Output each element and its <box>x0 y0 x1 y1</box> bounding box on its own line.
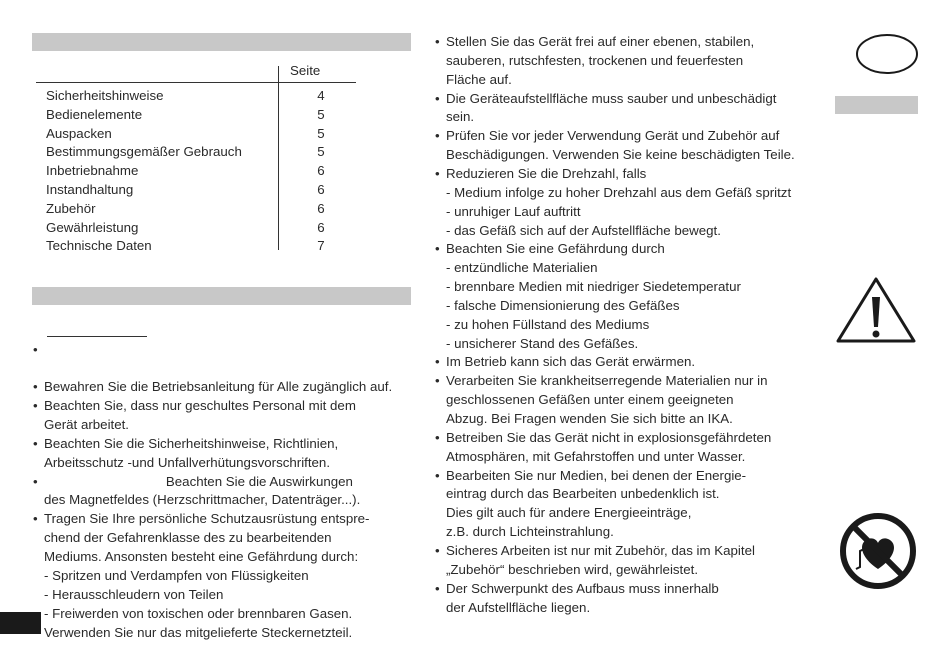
line-text: Beachten Sie die Sicherheitshinweise, Richtlinien, <box>44 435 339 451</box>
warning-triangle-icon <box>834 275 918 350</box>
line-text: Beachten Sie, dass nur geschultes Personal mit dem <box>44 397 356 413</box>
toc-row <box>46 199 356 218</box>
bullet: • <box>435 373 440 389</box>
toc-row-page: 5 <box>317 125 325 141</box>
line-text: Verwenden Sie nur das mitgelieferte Steckernetzteil. <box>44 624 353 640</box>
line-text: Im Betrieb kann sich das Gerät erwärmen. <box>446 354 696 370</box>
line-text: - unruhiger Lauf auftritt <box>446 203 581 219</box>
toc-row-page: 6 <box>317 182 325 197</box>
table-of-contents <box>46 60 376 260</box>
line-text: - Herausschleudern von Teilen <box>44 586 224 602</box>
line-text: - brennbare Medien mit niedriger Siedetemperatur <box>446 279 741 295</box>
bullet: • <box>33 379 38 394</box>
bullet: • <box>435 34 440 49</box>
bullet: • <box>435 90 440 106</box>
toc-row <box>46 86 356 105</box>
line-text: - falsche Dimensionierung des Gefäßes <box>446 297 680 313</box>
line-text: Sicheres Arbeiten ist nur mit Zubehör, das im Kapitel <box>446 542 755 558</box>
line-text: - Spritzen und Verdampfen von Flüssigkeiten <box>44 568 309 583</box>
lone-bullet: • <box>33 342 38 357</box>
line-text: sauberen, rutschfesten, trockenen und feuerfesten <box>446 52 744 68</box>
line-text: „Zubehör“ beschrieben wird, gewährleistet. <box>446 561 699 577</box>
line-text: Bewahren Sie die Betriebsanleitung für Alle zugänglich auf. <box>44 379 393 394</box>
line-text: Mediums. Ansonsten besteht eine Gefährdung durch: <box>44 549 359 565</box>
line-text: - unsicherer Stand des Gefäßes. <box>446 335 639 351</box>
line-text: Reduzieren Sie die Drehzahl, falls <box>446 165 647 181</box>
line-text: Verarbeiten Sie krankheitserregende Materialien nur in <box>446 373 768 389</box>
toc-row-page: 6 <box>317 200 325 216</box>
left-column-safety-text <box>33 378 418 643</box>
toc-row-page: 7 <box>317 238 325 254</box>
line-text: Abzug. Bei Fragen wenden Sie sich bitte an IKA. <box>446 411 733 426</box>
line-text: der Aufstellfläche liegen. <box>446 599 591 615</box>
toc-row-label: Zubehör <box>46 200 96 216</box>
toc-row-label: Bestimmungsgemäßer Gebrauch <box>46 144 242 160</box>
section-header-bar-safety <box>32 287 411 305</box>
language-badge-icon <box>855 33 919 80</box>
bullet: • <box>33 397 38 413</box>
bullet: • <box>33 473 38 489</box>
line-text: - Freiwerden von toxischen oder brennbaren Gasen. <box>44 605 353 621</box>
toc-row <box>46 161 356 180</box>
bullet: • <box>33 511 38 527</box>
line-text: Beschädigungen. Verwenden Sie keine beschädigten Teile. <box>446 147 795 163</box>
bullet: • <box>33 435 38 451</box>
toc-row-label: Inbetriebnahme <box>46 163 139 179</box>
line-text: Die Geräteaufstellfläche muss sauber und unbeschädigt <box>446 90 777 106</box>
margin-grey-bar <box>835 96 918 114</box>
toc-row <box>46 105 356 124</box>
line-text: - entzündliche Materialien <box>446 260 598 276</box>
line-text: Atmosphären, mit Gefahrstoffen und unter Wasser. <box>446 448 746 464</box>
line-text: Beachten Sie die Auswirkungen <box>44 473 353 489</box>
line-text: geschlossenen Gefäßen unter einem geeigneten <box>446 392 734 408</box>
line-text: Gerät arbeitet. <box>44 416 129 432</box>
toc-row-label: Gewährleistung <box>46 219 139 235</box>
toc-row <box>46 124 356 143</box>
toc-page-column-header: Seite <box>290 63 321 78</box>
toc-row-page: 5 <box>317 106 325 122</box>
bullet: • <box>435 165 440 181</box>
toc-row-page: 6 <box>317 163 325 179</box>
line-text: Fläche auf. <box>446 71 512 87</box>
toc-row-page: 6 <box>317 219 325 235</box>
line-text: z.B. durch Lichteinstrahlung. <box>446 524 614 540</box>
toc-row <box>46 236 356 255</box>
bullet: • <box>435 354 440 370</box>
toc-row-page: 4 <box>317 88 325 103</box>
line-text: - das Gefäß sich auf der Aufstellfläche bewegt. <box>446 222 721 238</box>
line-text: Der Schwerpunkt des Aufbaus muss innerhalb <box>446 580 719 596</box>
line-text: Prüfen Sie vor jeder Verwendung Gerät und Zubehör auf <box>446 128 780 144</box>
page-tab-marker <box>0 612 41 634</box>
bullet: • <box>435 241 440 257</box>
line-text: - zu hohen Füllstand des Mediums <box>446 316 650 332</box>
bullet: • <box>435 467 440 483</box>
toc-row-page: 5 <box>317 144 325 160</box>
line-text: Bearbeiten Sie nur Medien, bei denen der Energie- <box>446 467 747 483</box>
line-text: Tragen Sie Ihre persönliche Schutzausrüstung entspre- <box>44 511 370 527</box>
section-header-bar-contents <box>32 33 411 51</box>
toc-row-label: Auspacken <box>46 125 112 141</box>
line-text: Betreiben Sie das Gerät nicht in explosionsgefährdeten <box>446 429 772 445</box>
right-column-safety-text <box>435 33 825 633</box>
line-text: chend der Gefahrenklasse des zu bearbeitenden <box>44 530 332 546</box>
line-text: eintrag durch das Bearbeiten unbedenklich ist. <box>446 486 720 502</box>
no-pacemaker-icon <box>838 511 918 596</box>
bullet: • <box>435 429 440 445</box>
line-text: - Medium infolge zu hoher Drehzahl aus dem Gefäß spritzt <box>446 184 792 200</box>
bullet: • <box>435 128 440 144</box>
toc-row-label: Sicherheitshinweise <box>46 88 164 103</box>
toc-row-label: Technische Daten <box>46 238 152 254</box>
line-text: Beachten Sie eine Gefährdung durch <box>446 241 665 257</box>
line-text: Arbeitsschutz -und Unfallverhütungsvorschriften. <box>44 454 331 470</box>
line-text: Dies gilt auch für andere Energieeinträge, <box>446 505 692 521</box>
toc-row <box>46 180 356 199</box>
toc-row <box>46 218 356 237</box>
subheading-underline <box>47 336 147 337</box>
line-text: des Magnetfeldes (Herzschrittmacher, Datenträger...). <box>44 492 361 508</box>
bullet: • <box>435 542 440 558</box>
line-text: sein. <box>446 109 475 125</box>
line-text: Stellen Sie das Gerät frei auf einer ebenen, stabilen, <box>446 34 755 49</box>
toc-row-label: Bedienelemente <box>46 106 143 122</box>
toc-header-rule <box>36 82 356 83</box>
toc-row <box>46 142 356 161</box>
bullet: • <box>435 580 440 596</box>
toc-row-label: Instandhaltung <box>46 182 134 197</box>
